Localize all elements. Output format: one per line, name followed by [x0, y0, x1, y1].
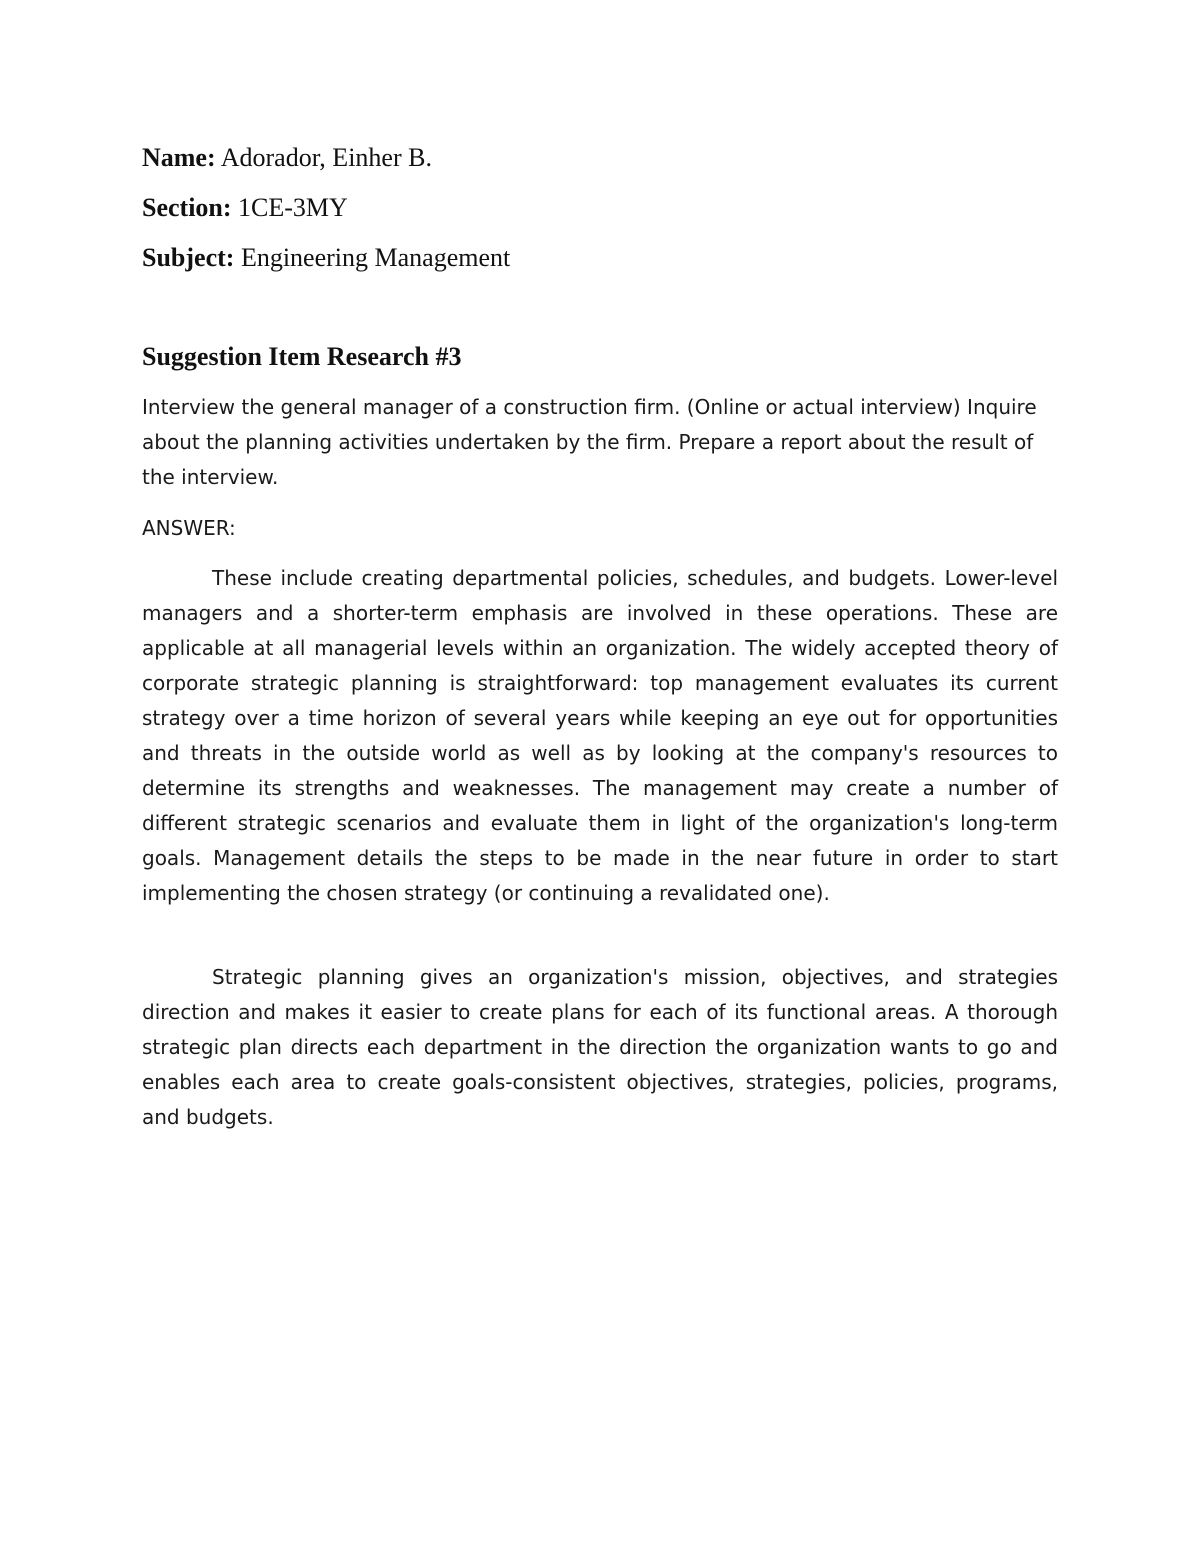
subject-value: Engineering Management: [240, 243, 511, 272]
subject-line: [142, 243, 510, 273]
answer-label: ANSWER:: [142, 516, 236, 540]
name-line: [142, 143, 432, 173]
section-label: Section:: [142, 193, 232, 222]
subject-label: Subject:: [142, 243, 235, 272]
name-label: Name:: [142, 143, 216, 172]
answer-paragraph-1: These include creating departmental policies, schedules, and budgets. Lower-level managers and a shorter-term emphasis are involved in these operations. These are applicable at all managerial levels within an organization. The widely accepted theory of corporate strategic planning is straightforward: top management evaluates its current strategy over a time horizon of several years while keeping an eye out for opportunities and threats in the outside world as well as by looking at the company's resources to determine its strengths and weaknesses. The management may create a number of different strategic scenarios and evaluate them in light of the organization's long-term goals. Management details the steps to be made in the near future in order to start implementing the chosen strategy (or continuing a revalidated one).: [142, 566, 1058, 905]
answer-paragraph-2: Strategic planning gives an organization's mission, objectives, and strategies direction and makes it easier to create plans for each of its functional areas. A thorough strategic plan directs each department in the direction the organization wants to go and enables each area to create goals-consistent objectives, strategies, policies, programs, and budgets.: [142, 965, 1058, 1129]
assignment-prompt: Interview the general manager of a construction firm. (Online or actual interview) Inquire about the planning activities undertaken by the firm. Prepare a report about the result of the interview.: [142, 395, 1037, 489]
section-line: [142, 193, 348, 223]
name-value: Adorador, Einher B.: [220, 143, 432, 172]
assignment-title: Suggestion Item Research #3: [142, 342, 462, 371]
section-value: 1CE-3MY: [238, 193, 348, 222]
